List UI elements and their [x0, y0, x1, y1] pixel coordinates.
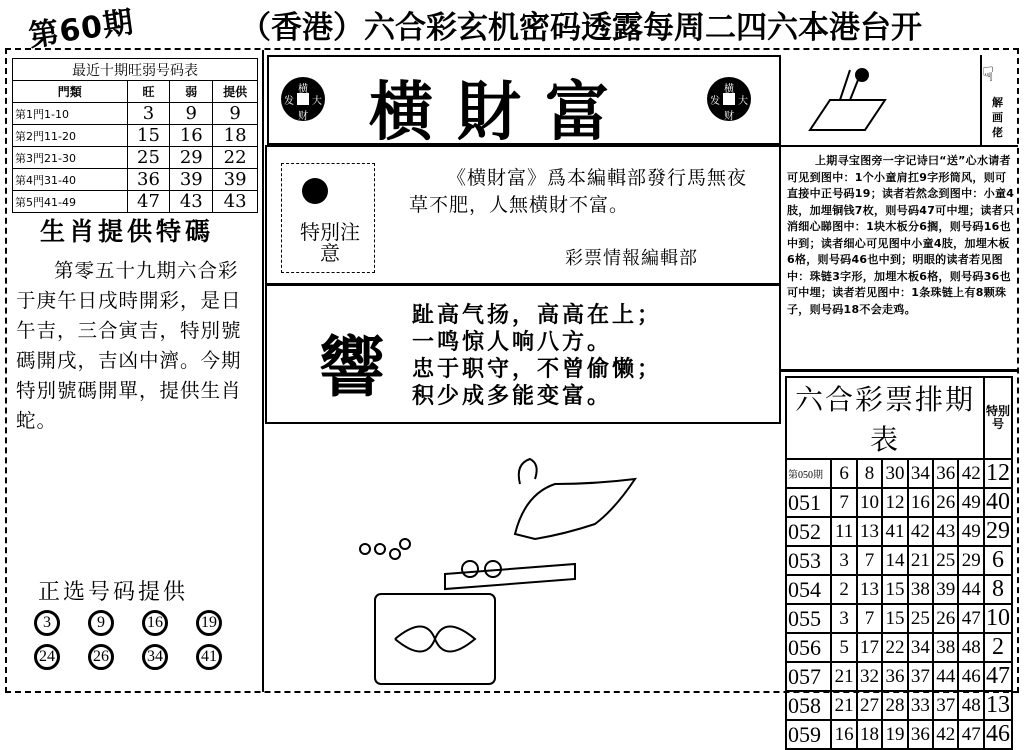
- table-cell: 6: [984, 546, 1012, 575]
- poem-box: [265, 284, 781, 424]
- table-cell: 16: [908, 488, 933, 517]
- pick-number-ball: 24: [34, 644, 60, 670]
- table-cell: 055: [786, 604, 831, 633]
- divider: [781, 369, 1018, 372]
- table-cell: 7: [857, 546, 882, 575]
- table-row: [786, 604, 1012, 633]
- notice-box: [265, 145, 781, 285]
- table-cell: 32: [857, 662, 882, 691]
- hot-table-title: 最近十期旺弱号码表: [13, 59, 258, 81]
- table-cell: 36: [908, 720, 933, 749]
- zodiac-title: 生肖提供特碼: [40, 217, 215, 246]
- table-cell: 14: [882, 546, 907, 575]
- table-cell: 第4門31-40: [13, 169, 128, 191]
- table-cell: 25: [908, 604, 933, 633]
- table-cell: 42: [933, 720, 958, 749]
- table-cell: 43: [213, 191, 258, 213]
- table-row: [786, 546, 1012, 575]
- draw-schedule-table: [785, 376, 1013, 750]
- table-cell: 15: [882, 575, 907, 604]
- table-cell: 26: [933, 488, 958, 517]
- coin-icon: 横 大 财 发: [707, 77, 751, 121]
- table-cell: 22: [213, 147, 258, 169]
- table-row: [13, 169, 258, 191]
- poem-char: 響: [319, 329, 385, 406]
- pick-number-ball: 3: [34, 610, 60, 636]
- riddle-text: 上期寻宝图旁一字记诗曰“送”心水请者可见到图中：1个小童肩扛9字形筒风，则可直接中正号码19；读者若然念到图中：小童4肢，加埋铜钱7枚，则号码47可中埋；读者只消细心睇图中：1块木板分6搁，则号码16也中到；读者细心可见图中小童4肢，加埋木板6格，则号码46也中到；明眼的读者若见图中：珠链3字形，加埋木板6格，则号码36也可中埋；读者若见图中：1条珠链上有8颗珠子，则号码18不会走鸡。: [787, 154, 1015, 316]
- table-cell: 9: [213, 103, 258, 125]
- pick-number-ball: 34: [142, 644, 168, 670]
- table-cell: 39: [213, 169, 258, 191]
- table-cell: 47: [958, 720, 984, 749]
- table-cell: 9: [170, 103, 213, 125]
- zodiac-text: 第零五十九期六合彩于庚午日戌時開彩，是日午吉，三合寅吉，特別號碼開戌，吉凶中濟。今期特別號碼開單，提供生肖蛇。: [16, 259, 242, 432]
- table-cell: 36: [882, 662, 907, 691]
- table-cell: 12: [986, 460, 1010, 486]
- table-cell: 47: [986, 663, 1010, 689]
- table-row: [786, 575, 1012, 604]
- table-cell: 21: [831, 691, 856, 720]
- table-cell: 2: [831, 575, 856, 604]
- table-cell: 40: [986, 489, 1010, 515]
- table-cell: 8: [857, 459, 882, 488]
- table-cell: 42: [958, 459, 984, 488]
- riddle-label: 解画佬: [992, 96, 1003, 139]
- table-cell: 46: [986, 721, 1010, 747]
- table-cell: 25: [127, 147, 170, 169]
- draw-table-title: 六合彩票排期表: [786, 377, 984, 459]
- table-cell: 3: [127, 103, 170, 125]
- table-cell: 34: [908, 633, 933, 662]
- table-cell: 37: [933, 691, 958, 720]
- table-cell: 8: [984, 575, 1012, 604]
- table-cell: 3: [831, 546, 856, 575]
- table-cell: 29: [170, 147, 213, 169]
- pick-number-ball: 9: [88, 610, 114, 636]
- table-cell: 054: [786, 575, 831, 604]
- masthead: [267, 55, 781, 150]
- table-cell: 49: [958, 488, 984, 517]
- notice-text: 《横財富》爲本編輯部發行馬無夜草不肥，人無横財不富。: [409, 167, 748, 216]
- table-cell: 36: [933, 459, 958, 488]
- table-cell: 第3門21-30: [13, 147, 128, 169]
- table-cell: 43: [933, 517, 958, 546]
- headline: （香港）六合彩玄机密码透露每周二四六本港台开: [240, 10, 922, 46]
- rooster-illustration: [265, 424, 781, 698]
- table-cell: 7: [831, 488, 856, 517]
- table-cell: 18: [213, 125, 258, 147]
- table-cell: 27: [857, 691, 882, 720]
- special-number-header: 特别号: [984, 377, 1012, 459]
- table-cell: 053: [786, 546, 831, 575]
- table-cell: 33: [908, 691, 933, 720]
- table-cell: 第2門11-20: [13, 125, 128, 147]
- table-cell: 059: [786, 720, 831, 749]
- table-row: [13, 147, 258, 169]
- table-cell: 18: [857, 720, 882, 749]
- table-cell: 17: [857, 633, 882, 662]
- table-row: [13, 125, 258, 147]
- notice-badge: 特別注意: [281, 163, 375, 273]
- table-cell: 第1門1-10: [13, 103, 128, 125]
- table-cell: 15: [127, 125, 170, 147]
- pick-number-ball: 41: [196, 644, 222, 670]
- table-cell: 051: [786, 488, 831, 517]
- table-cell: 44: [958, 575, 984, 604]
- table-cell: 052: [786, 517, 831, 546]
- table-cell: 28: [882, 691, 907, 720]
- column-divider: [262, 50, 264, 692]
- col-header: 弱: [170, 81, 213, 103]
- table-cell: 41: [882, 517, 907, 546]
- table-row: [786, 633, 1012, 662]
- table-cell: 12: [882, 488, 907, 517]
- table-cell: 30: [882, 459, 907, 488]
- notice-signature: 彩票情報編輯部: [565, 248, 698, 269]
- table-row: [786, 488, 1012, 517]
- table-cell: 37: [908, 662, 933, 691]
- table-cell: 47: [127, 191, 170, 213]
- table-cell: 13: [857, 517, 882, 546]
- table-row: [13, 103, 258, 125]
- table-cell: 11: [831, 517, 856, 546]
- table-cell: 5: [831, 633, 856, 662]
- table-cell: 2: [984, 633, 1012, 662]
- table-row: [786, 691, 1012, 720]
- table-cell: 第5門41-49: [13, 191, 128, 213]
- table-cell: 46: [958, 662, 984, 691]
- table-cell: 36: [127, 169, 170, 191]
- table-cell: 10: [857, 488, 882, 517]
- table-cell: 39: [170, 169, 213, 191]
- table-cell: 16: [831, 720, 856, 749]
- table-cell: 48: [958, 691, 984, 720]
- table-cell: 7: [857, 604, 882, 633]
- riddle-picture: [800, 60, 890, 140]
- table-cell: 21: [831, 662, 856, 691]
- table-cell: 34: [908, 459, 933, 488]
- coin-icon: 横 大 财 发: [281, 77, 325, 121]
- table-cell: 49: [958, 517, 984, 546]
- table-cell: 42: [908, 517, 933, 546]
- table-cell: 058: [786, 691, 831, 720]
- table-cell: 26: [933, 604, 958, 633]
- masthead-title: 横財富: [369, 75, 633, 150]
- table-cell: 48: [958, 633, 984, 662]
- pick-number-ball: 16: [142, 610, 168, 636]
- table-row: [786, 720, 1012, 749]
- table-row: [13, 191, 258, 213]
- divider: [781, 145, 1018, 147]
- table-cell: 44: [933, 662, 958, 691]
- table-cell: 29: [958, 546, 984, 575]
- table-cell: 第050期: [786, 459, 831, 488]
- table-cell: 057: [786, 662, 831, 691]
- table-cell: 3: [831, 604, 856, 633]
- table-cell: 47: [958, 604, 984, 633]
- pick-number-ball: 26: [88, 644, 114, 670]
- col-header: 提供: [213, 81, 258, 103]
- table-cell: 056: [786, 633, 831, 662]
- table-cell: 13: [857, 575, 882, 604]
- pick-number-ball: 19: [196, 610, 222, 636]
- table-row: [786, 459, 1012, 488]
- table-row: [786, 517, 1012, 546]
- table-cell: 43: [170, 191, 213, 213]
- hot-cold-table: [12, 58, 258, 213]
- table-cell: 13: [986, 692, 1010, 718]
- pointing-hand-icon: ☟: [982, 62, 995, 86]
- table-cell: 15: [882, 604, 907, 633]
- table-cell: 38: [933, 633, 958, 662]
- table-cell: 39: [933, 575, 958, 604]
- table-cell: 29: [986, 518, 1010, 544]
- poem-lines: 趾高气扬，高高在上； 一鸣惊人响八方。 忠于职守，不曾偷懒； 积少成多能变富。: [412, 303, 663, 409]
- col-header: 旺: [127, 81, 170, 103]
- table-cell: 25: [933, 546, 958, 575]
- table-cell: 6: [831, 459, 856, 488]
- table-cell: 10: [986, 605, 1010, 631]
- table-row: [786, 662, 1012, 691]
- bomb-icon: [302, 178, 328, 204]
- table-cell: 16: [170, 125, 213, 147]
- table-cell: 38: [908, 575, 933, 604]
- table-cell: 21: [908, 546, 933, 575]
- picks-title: 正选号码提供: [38, 580, 189, 605]
- picks-numbers: [34, 610, 244, 670]
- col-header: 門類: [13, 81, 128, 103]
- issue-number: 第60期: [26, 4, 137, 55]
- table-cell: 22: [882, 633, 907, 662]
- table-cell: 19: [882, 720, 907, 749]
